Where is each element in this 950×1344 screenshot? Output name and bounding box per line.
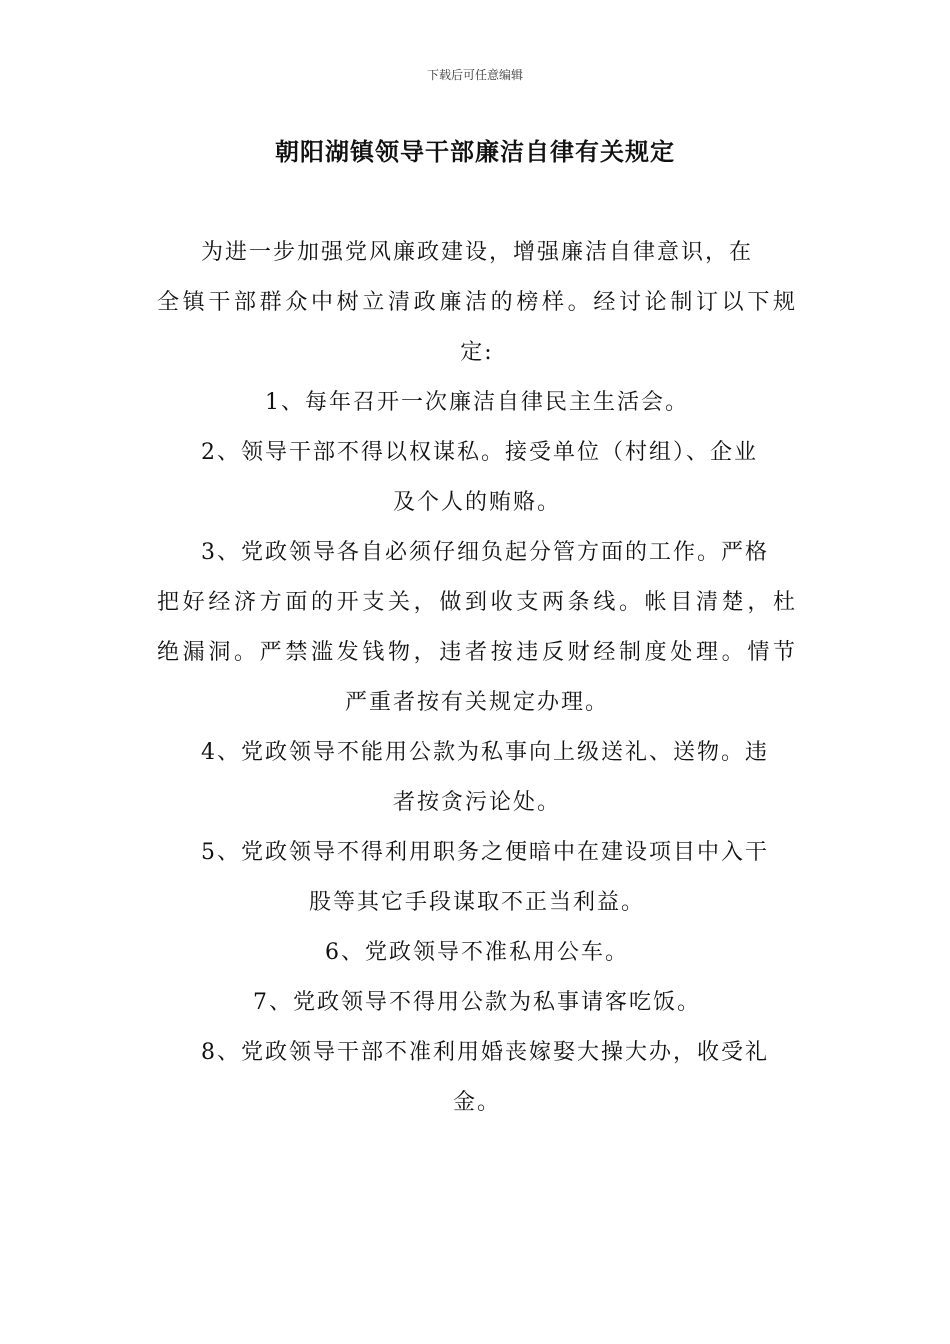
text-line: 严重者按有关规定办理。: [344, 690, 609, 715]
text-line: 为进一步加强党风廉政建设，增强廉洁自律意识，在: [201, 240, 754, 265]
text-line: 及个人的贿赂。: [392, 490, 561, 515]
rule-item-5: [157, 828, 797, 928]
intro-paragraph: [157, 228, 797, 378]
text-line: 全镇干部群众中树立清政廉洁的榜样。经讨论制订以下规: [157, 290, 797, 315]
text-line: 金。: [452, 1090, 501, 1115]
text-line: 8、党政领导干部不准利用婚丧嫁娶大操大办，收受礼: [201, 1040, 769, 1065]
text-line: 把好经济方面的开支关，做到收支两条线。帐目清楚，杜: [157, 590, 797, 615]
rule-item-3: [157, 528, 797, 728]
rule-item-7: [157, 978, 797, 1028]
document-title: 朝阳湖镇领导干部廉洁自律有关规定: [275, 137, 675, 166]
rule-item-1: [157, 378, 797, 428]
rule-item-4: [157, 728, 797, 828]
rule-item-2: [157, 428, 797, 528]
text-line: 5、党政领导不得利用职务之便暗中在建设项目中入干: [201, 840, 769, 865]
text-line: 4、党政领导不能用公款为私事向上级送礼、送物。违: [201, 740, 769, 765]
text-line: 3、党政领导各自必须仔细负起分管方面的工作。严格: [201, 540, 769, 565]
text-line: 定:: [460, 340, 494, 365]
page-header: 下载后可任意编辑: [426, 68, 523, 82]
rule-item-8: [157, 1028, 797, 1128]
text-line: 者按贪污论处。: [392, 790, 561, 815]
rule-item-6: [157, 928, 797, 978]
text-line: 绝漏洞。严禁滥发钱物，违者按违反财经制度处理。情节: [157, 640, 797, 665]
text-line: 股等其它手段谋取不正当利益。: [308, 890, 645, 915]
text-line: 6、党政领导不准私用公车。: [325, 940, 629, 965]
document-body: [157, 228, 797, 1128]
text-line: 7、党政领导不得用公款为私事请客吃饭。: [253, 990, 701, 1015]
text-line: 2、领导干部不得以权谋私。接受单位（村组）、企业: [201, 440, 758, 465]
text-line: 1、每年召开一次廉洁自律民主生活会。: [265, 390, 689, 415]
